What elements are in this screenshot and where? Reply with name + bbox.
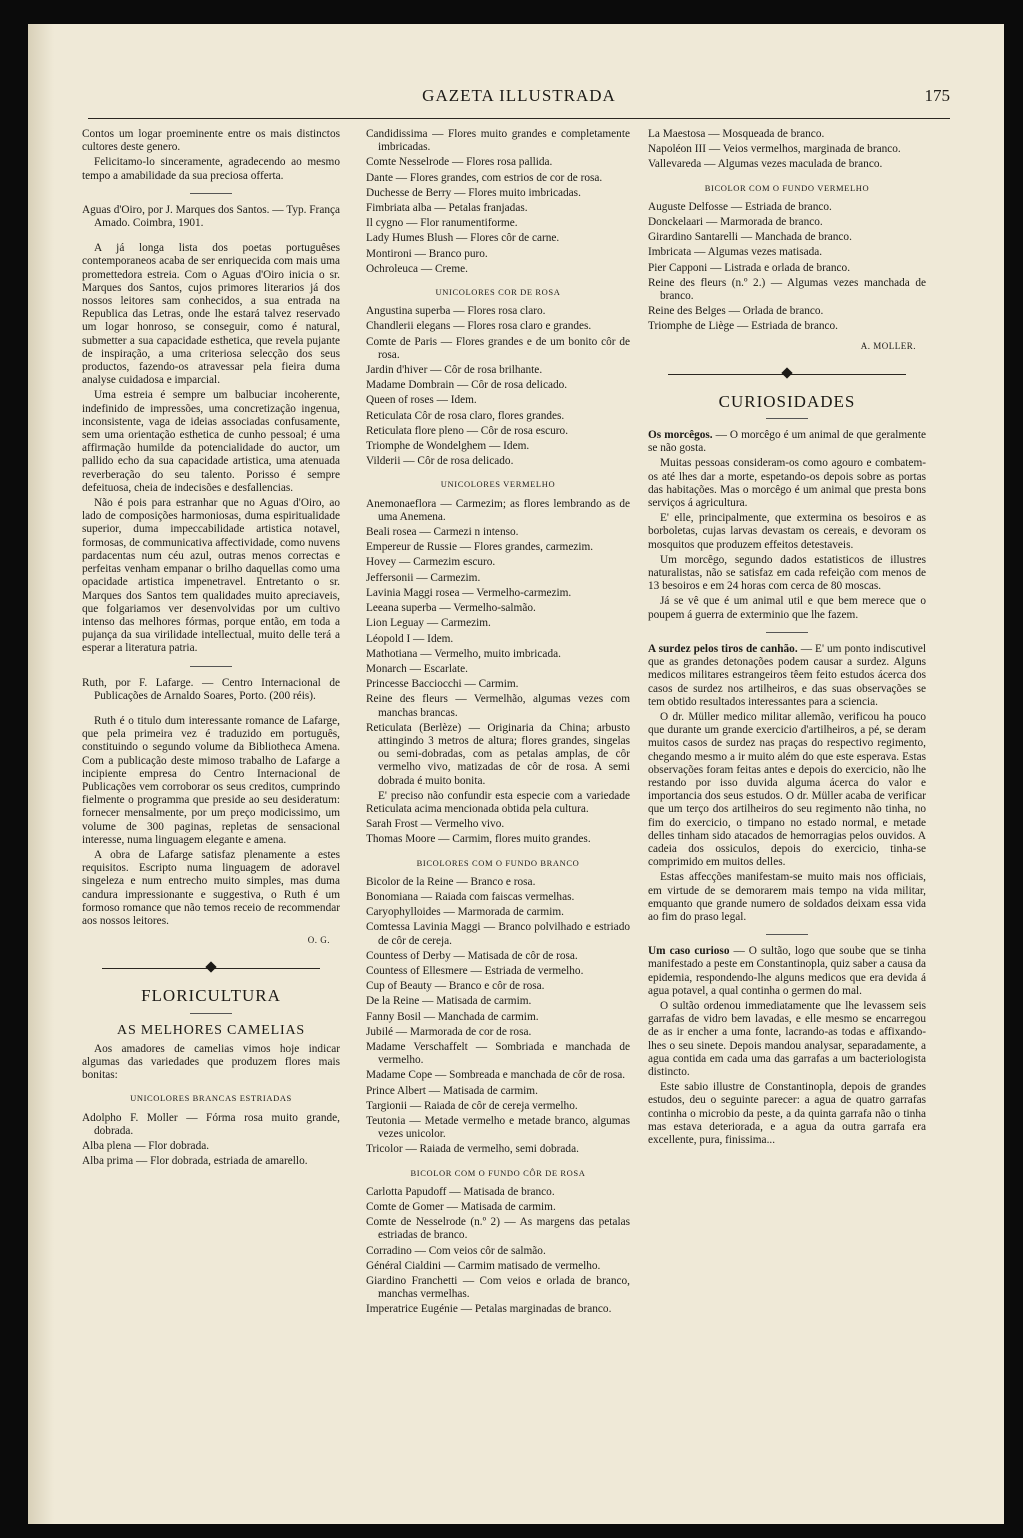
article-paragraph: [648, 429, 926, 455]
list-item: Corradino — Com veios côr de salmão.: [366, 1244, 546, 1257]
list-item: Monarch — Escarlate.: [366, 662, 468, 675]
list-item: Alba plena — Flor dobrada.: [82, 1140, 210, 1152]
review-paragraph: Ruth é o titulo dum interessante romance de Lafarge, que pela primeira vez é traduzido em português, constituindo o segundo volume da Bibliotheca Amena. Com a publicação deste mimoso trabalho de Lafarge a incipiente empresa do Centro Internacional de Publicações vem corroborar os seus creditos, cumprindo fielmente o programma que preside ao seu desideratum: fornecer mensalmente, por um preço modicissimo, um volume de 300 paginas, repletas de sensacional interesse, numa linguagem elegante e amena.: [82, 714, 340, 846]
newspaper-page: [28, 24, 1004, 1524]
list-item: Donckelaari — Marmorada de branco.: [648, 216, 823, 229]
list-item: Princesse Bacciocchi — Carmim.: [366, 678, 519, 691]
article-text: — E' um ponto indiscutivel que as grandes detonações podem causar a surdez. Alguns medicos militares estrangeiros têem feito estudos ácerca dos casos de surdez nos artilheiros, e das suas observações se tem obtido resultados interessantes para a sciencia.: [648, 642, 926, 708]
list-heading: BICOLOR COM O FUNDO CÔR DE ROSA: [410, 1167, 586, 1178]
list-item: Général Cialdini — Carmim matisado de vermelho.: [366, 1259, 601, 1272]
list-item: Teutonia — Metade vermelho e metade branco, algumas vezes unicolor.: [366, 1115, 630, 1141]
list-item: Reticulata Côr de rosa claro, flores grandes.: [366, 409, 565, 422]
review-citation: Aguas d'Oiro, por J. Marques dos Santos. — Typ. França Amado. Coimbra, 1901.: [82, 203, 340, 230]
list-item: Candidissima — Flores muito grandes e completamente imbricadas.: [366, 128, 630, 154]
list-heading: BICOLOR COM O FUNDO VERMELHO: [704, 182, 870, 193]
list-item: Jeffersonii — Carmezim.: [366, 571, 481, 584]
list-item: Empereur de Russie — Flores grandes, carmezim.: [366, 541, 594, 554]
article-paragraph: Muitas pessoas consideram-os como agouro e combatem-os até lhes dar a morte, espetando-os depois sobre as portas das habitações. Mas o morcêgo é um animal que presta bons serviços á agricultura.: [648, 457, 926, 510]
column-2: [366, 128, 630, 1518]
list-heading: UNICOLORES COR DE ROSA: [435, 287, 561, 298]
article-lead: A surdez pelos tiros de canhão.: [648, 642, 798, 655]
list-item: Comte de Gomer — Matisada de carmim.: [366, 1201, 556, 1214]
list-item: Reine des fleurs — Vermelhão, algumas vezes com manchas brancas.: [366, 693, 630, 719]
list-item: Triomphe de Liège — Estriada de branco.: [648, 320, 839, 333]
list-heading: BICOLORES COM O FUNDO BRANCO: [416, 857, 580, 868]
article-paragraph: [648, 945, 926, 998]
list-item: Duchesse de Berry — Flores muito imbricadas.: [366, 186, 581, 199]
article-paragraph: E' elle, principalmente, que extermina os besoiros e as borboletas, cujas larvas devastam os cereais, e devoram os mosquitos que produzem effeitos detestaveis.: [648, 512, 926, 551]
list-item: Thomas Moore — Carmim, flores muito grandes.: [366, 833, 591, 846]
short-rule: [766, 418, 808, 419]
article-paragraph: O dr. Müller medico militar allemão, verificou ha pouco que durante um grande exercicio d'artilheiros, a pé, se deram muitos casos de surdez nas praças do respectivo regimento, chegando mesmo a ir muito além do que este esperava. Estas observações foram feitas antes e depois do exercicio, não lhe restando por isso duvida alguma ácerca do valor e importancia dos seus estudos. O dr. Müller acaba de verificar que um terço dos artilheiros do seu regimento não tinha, no fim do exercicio, o timpano no estado normal, e metade delles tinham sido atacados de hemorragias pelos ouvidos. A cadeia dos ossiculos, depois do exercicio, tinha-se comprimido em muitos delles.: [648, 710, 926, 869]
list-item: Vilderii — Côr de rosa delicado.: [366, 455, 514, 468]
list-item: Tricolor — Raiada de vermelho, semi dobrada.: [366, 1143, 579, 1156]
list-item: Léopold I — Idem.: [366, 632, 454, 645]
list-item: Madame Dombrain — Côr de rosa delicado.: [366, 379, 568, 392]
column-3: [648, 128, 926, 1518]
list-item: Targionii — Raiada de côr de cereja vermelho.: [366, 1099, 578, 1112]
list-item: Vallevareda — Algumas vezes maculada de branco.: [648, 158, 883, 171]
list-item: Madame Verschaffelt — Sombriada e manchada de vermelho.: [366, 1040, 630, 1067]
list-item: Angustina superba — Flores rosa claro.: [366, 305, 546, 318]
column-1: [82, 128, 340, 1518]
list-item: Pier Capponi — Listrada e orlada de branco.: [648, 261, 851, 274]
list-item: Comte de Paris — Flores grandes e de um bonito côr de rosa.: [366, 335, 630, 361]
list-item: Carlotta Papudoff — Matisada de branco.: [366, 1185, 555, 1198]
section-title: FLORICULTURA: [141, 986, 281, 1006]
review-paragraph: Não é pois para estranhar que no Aguas d'Oiro, ao lado de composições harmoniosas, duma espiritualidade superior, duma impeccabilidade artistica notavel, formosas, de communicativa affectividade, como nuvens pardacentas num céu azul, outras menos correctas e perfeitas venham empanar o brilho daquellas como uma opacidade artistica impenetravel. Entretanto o sr. Marques dos Santos tem qualidades muito apreciaveis, que folgariamos ver desenvolvidas por um cultivo intenso das melhores fórmas, porque então, em toda a pujança da sua virilidade intellectual, muito delle terá a esperar a literatura patria.: [82, 497, 340, 655]
list-item: Auguste Delfosse — Estriada de branco.: [648, 200, 832, 213]
list-item: Prince Albert — Matisada de carmim.: [366, 1084, 538, 1097]
list-item: Bonomiana — Raiada com faiscas vermelhas.: [366, 890, 575, 903]
list-item: Reine des Belges — Orlada de branco.: [648, 305, 824, 318]
list-item: Girardino Santarelli — Manchada de branco.: [648, 231, 852, 244]
list-item: Sarah Frost — Vermelho vivo.: [366, 818, 505, 831]
article-paragraph: Estas affecções manifestam-se muito mais nos officiais, em virtude de se demorarem mais tempo na vida militar, emquanto que grande numero de soldados deixam essa vida ao fim do praso legal.: [648, 871, 926, 923]
list-item: Beali rosea — Carmezi n intenso.: [366, 526, 519, 539]
list-item: Lady Humes Blush — Flores côr de carne.: [366, 232, 560, 245]
list-item: Bicolor de la Reine — Branco e rosa.: [366, 875, 536, 888]
list-item: Fimbriata alba — Petalas franjadas.: [366, 202, 528, 215]
list-item: Napoléon III — Veios vermelhos, marginada de branco.: [648, 143, 901, 156]
list-item: Il cygno — Flor ranumentiforme.: [366, 217, 518, 230]
section-ornament: [668, 367, 906, 381]
list-item: Chandlerii elegans — Flores rosa claro e grandes.: [366, 320, 592, 333]
article-text: — O sultão, logo que soube que se tinha manifestado a peste em Constantinopla, quiz saber a causa da epidemia, respondendo-lhe alguns medicos que era devida á agua potavel, a qual continha o germen do mal.: [648, 945, 926, 997]
list-item: Imperatrice Eugénie — Petalas marginadas de branco.: [366, 1303, 612, 1316]
header-rule: [88, 118, 950, 119]
list-note: E' preciso não confundir esta especie com a variedade Reticulata acima mencionada obtida pela cultura.: [366, 789, 630, 815]
article-lead: Um caso curioso: [648, 945, 730, 958]
article-paragraph: Já se vê que é um animal util e que bem merece que o poupem á guerra de exterminio que lhe fazem.: [648, 595, 926, 621]
section-ornament: [102, 961, 320, 975]
list-item: La Maestosa — Mosqueada de branco.: [648, 128, 825, 140]
review-citation: Ruth, por F. Lafarge. — Centro Internacional de Publicações de Arnaldo Soares, Porto. (200 réis).: [82, 676, 340, 702]
list-item: Queen of roses — Idem.: [366, 394, 477, 407]
review-paragraph: A obra de Lafarge satisfaz plenamente a estes requisitos. Escripto numa linguagem de adoravel singeleza e num entrecho muito simples, mas duma candura impressionante e suggestiva, o Ruth é um formoso romance que não temos receio de recommendar aos nossos leitores.: [82, 848, 340, 927]
article-paragraph: O sultão ordenou immediatamente que lhe levassem seis garrafas de vidro bem lavadas, e elle mesmo se encarregou de as ir encher a uma fonte, lacrando-as todas e affixando-lhes o seu sinete. Depois mandou analysar, separadamente, a agua contida em cada uma das garrafas a um bacteriologista distincto.: [648, 999, 926, 1078]
list-item: Reticulata flore pleno — Côr de rosa escuro.: [366, 424, 569, 437]
diamond-ornament-icon: [205, 962, 216, 973]
list-item: Countess of Derby — Matisada de côr de rosa.: [366, 949, 578, 962]
list-item: Caryophylloides — Marmorada de carmim.: [366, 906, 564, 919]
review-paragraph: A já longa lista dos poetas portuguêses contemporaneos acaba de ser enriquecida com mais uma promettedora estreia. Com o Aguas d'Oiro inicia o sr. Marques dos Santos, cujos primores literarios já dos nossos leitores sam conhecidos, a sua entrada na Republica das Letras, onde lhe estará talvez reservado um logar honroso, se conseguir, como é natural, submetter a sua capacidade esthetica, que revela pujante de inspiração, a uma criteriosa selecção dos seus productos, fazendo-os atravessar pela fieira duma analyse cuidadosa e imparcial.: [82, 242, 340, 387]
list-item: Adolpho F. Moller — Fórma rosa muito grande, dobrada.: [82, 1111, 340, 1137]
list-item: Leeana superba — Vermelho-salmão.: [366, 602, 536, 615]
list-item: Mathotiana — Vermelho, muito imbricada.: [366, 647, 561, 660]
list-item: Comte de Nesselrode (n.º 2) — As margens das petalas estriadas de branco.: [366, 1216, 630, 1242]
list-item: Alba prima — Flor dobrada, estriada de amarello.: [82, 1155, 308, 1168]
list-item: Countess of Ellesmere — Estriada de vermelho.: [366, 964, 584, 977]
article-intro: Aos amadores de camelias vimos hoje indicar algumas das variedades que produzem flores mais bonitas:: [82, 1042, 340, 1082]
page-number: 175: [924, 86, 950, 105]
article-paragraph: Este sabio illustre de Constantinopla, depois de grandes estudos, deu o seguinte parecer: a agua de quatro garrafas continha o microbio da peste, a da quinta garrafa não o tinha mas estava deteriorada, e a agua da outra garrafa era excellente, pura, finissima...: [648, 1081, 926, 1146]
list-item: Hovey — Carmezim escuro.: [366, 556, 496, 569]
list-item: Lion Leguay — Carmezim.: [366, 617, 491, 630]
short-rule: [766, 934, 808, 935]
article-text: — O morcêgo é um animal de que geralmente se não gosta.: [648, 429, 926, 455]
list-item: Jubilé — Marmorada de cor de rosa.: [366, 1025, 532, 1038]
section-title: CURIOSIDADES: [718, 391, 856, 411]
list-item: Imbricata — Algumas vezes matisada.: [648, 246, 823, 259]
list-item: Jardin d'hiver — Côr de rosa brilhante.: [366, 364, 543, 377]
signature: A. MOLLER.: [860, 340, 916, 351]
list-item: Comtessa Lavinia Maggi — Branco polvilhado e estriado de côr de cereja.: [366, 921, 630, 947]
article-lead: Os morcêgos.: [648, 429, 713, 442]
list-item: Reticulata (Berlèze) — Originaria da China; arbusto attingindo 3 metros de altura; flores grandes, singelas ou semi-dobradas, com as petalas amplas, de côr vermelho vivo, matizadas de côr de rosa. A semi dobrada é muito bonita.: [366, 721, 630, 787]
article-title: AS MELHORES CAMELIAS: [117, 1022, 305, 1038]
contos-paragraph: Felicitamo-lo sinceramente, agradecendo ao mesmo tempo a amabilidade da sua preciosa offerta.: [82, 156, 340, 182]
short-rule: [766, 632, 808, 633]
list-item: Reine des fleurs (n.º 2.) — Algumas vezes manchada de branco.: [648, 276, 926, 303]
short-rule: [190, 666, 232, 667]
list-heading: UNICOLORES VERMELHO: [440, 479, 556, 490]
list-item: Giardino Franchetti — Com veios e orlada de branco, manchas vermelhas.: [366, 1275, 630, 1301]
list-item: Lavinia Maggi rosea — Vermelho-carmezim.: [366, 586, 572, 599]
list-item: Fanny Bosil — Manchada de carmim.: [366, 1010, 539, 1023]
article-paragraph: [648, 643, 926, 709]
review-paragraph: Uma estreia é sempre um balbuciar incoherente, indefinido de impressões, uma concretização ingenua, inconsistente, vaga de ideias associadas confusamente, sem uma orientação esthetica de cunho pessoal; é uma affirmação humilde da potencialidade do auctor, um pallido echo da sua capacidade artistica, uma atenuada reverberação do seu talento. Porisso é sempre defeituosa, cheia de indecisões e desfallencias.: [82, 389, 340, 494]
list-item: Comte Nesselrode — Flores rosa pallida.: [366, 156, 553, 169]
contos-paragraph: Contos um logar proeminente entre os mais distinctos cultores deste genero.: [82, 128, 340, 154]
signature: O. G.: [307, 935, 330, 946]
list-item: De la Reine — Matisada de carmim.: [366, 995, 532, 1008]
list-item: Triomphe de Wondelghem — Idem.: [366, 440, 530, 453]
page-title: GAZETA ILLUSTRADA: [422, 86, 616, 105]
list-item: Montironi — Branco puro.: [366, 247, 488, 260]
binding-gutter: [28, 24, 54, 1524]
list-item: Madame Cope — Sombreada e manchada de côr de rosa.: [366, 1069, 626, 1082]
short-rule: [190, 193, 232, 194]
list-item: Dante — Flores grandes, com estrios de cor de rosa.: [366, 171, 603, 184]
list-item: Cup of Beauty — Branco e côr de rosa.: [366, 980, 545, 993]
page-header: [88, 86, 950, 110]
list-item: Anemonaeflora — Carmezim; as flores lembrando as de uma Anemena.: [366, 497, 630, 523]
list-heading: UNICOLORES BRANCAS ESTRIADAS: [130, 1093, 292, 1104]
list-item: Ochroleuca — Creme.: [366, 262, 468, 275]
short-rule: [190, 1013, 232, 1014]
article-paragraph: Um morcêgo, segundo dados estatisticos de illustres naturalistas, não se satisfaz em cada refeição com menos de 13 besoiros e em 24 horas com cerca de 80 moscas.: [648, 553, 926, 593]
diamond-ornament-icon: [781, 367, 792, 378]
